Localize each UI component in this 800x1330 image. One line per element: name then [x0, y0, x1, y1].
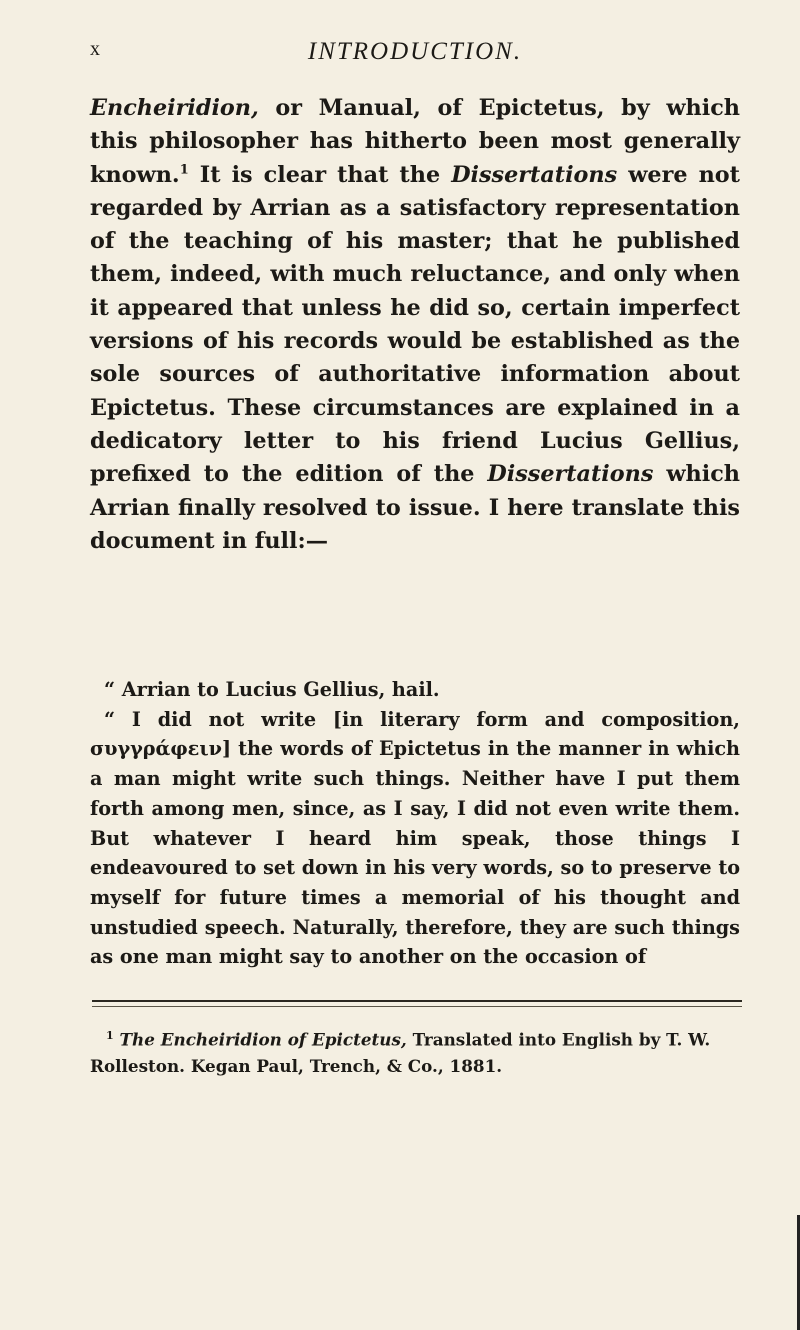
- footnote-rule-thin: [92, 1006, 742, 1007]
- dissertations-title: Dissertations: [487, 461, 654, 488]
- footnote-rule: [92, 1000, 742, 1002]
- paragraph-1: Encheiridion, or Manual, of Epictetus, by which this philosopher has hitherto been most generally known.$^1$ It is clear that the Dissertations were not regarded by Arrian as a satisfactory representation of the teaching of his master; that he published them, indeed, with much reluctance, and only when it appeared that unless he did so, certain imperfect versions of his records would be established as the sole sources of authoritative information about Epictetus. These circumstances are explained in a dedicatory letter to his friend Lucius Gellius, prefixed to the edition of the Dissertations which Arrian finally resolved to issue. I here translate this document in full:—: [90, 95, 740, 554]
- footnote-book-title: The Encheiridion of Epictetus,: [119, 1029, 407, 1050]
- page-number: x: [90, 38, 100, 60]
- encheiridion-title: Encheiridion,: [90, 95, 259, 121]
- running-title: INTRODUCTION.: [307, 38, 523, 65]
- footnote-marker: 1: [106, 1029, 114, 1042]
- footnote-reference: 1: [179, 162, 189, 178]
- footnote: [90, 1023, 750, 1079]
- quoted-letter: [90, 675, 740, 972]
- main-text: [90, 92, 740, 558]
- dissertations-title: Dissertations: [451, 161, 618, 188]
- letter-paragraph: “ I did not write [in literary form and composition, συγγράφειν] the words of Epictetus in the manner in which a man might write such things. Neither have I put them forth among men, since, as I say, I did not even write them. But whatever I heard him speak, those things I endeavoured to set down in his very words, so to preserve to myself for future times a memorial of his thought and unstudied speech. Naturally, therefore, they are such things as one man might say to another on the occasion of: [90, 707, 740, 969]
- letter-salutation: “ Arrian to Lucius Gellius, hail.: [104, 678, 440, 701]
- page-header: [90, 38, 740, 78]
- footnote-text: Translated into English by T. W. Rolleston. Kegan Paul, Trench, & Co., 1881.: [90, 1029, 711, 1076]
